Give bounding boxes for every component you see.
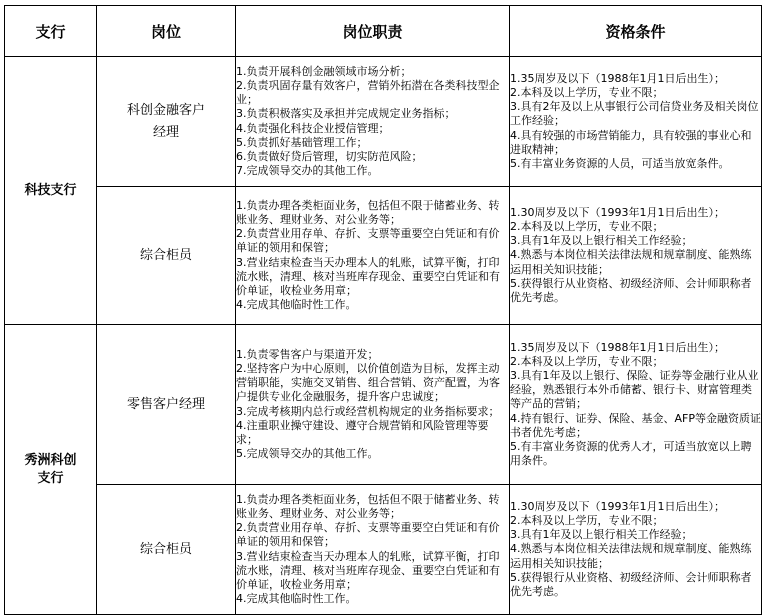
list-item: 4.熟悉与本岗位相关法律法规和规章制度、能熟练运用相关知识技能； [510, 542, 752, 570]
list-item: 3.负责积极落实及承担并完成规定业务指标； [236, 107, 456, 121]
table-row [5, 325, 762, 485]
list-item: 4.完成其他临时性工作。 [236, 298, 357, 312]
header-branch: 支行 [5, 6, 97, 57]
post-title: 零售客户经理 [126, 396, 205, 412]
branch-cell [5, 325, 97, 615]
post-title: 综合柜员 [139, 541, 192, 557]
list-item: 4.具有较强的市场营销能力，具有较强的事业心和进取精神； [510, 128, 752, 156]
list-item: 3.具有1年及以上银行相关工作经验； [510, 528, 693, 542]
post-cell [97, 325, 236, 485]
list-item: 3.完成考核期内总行或经营机构规定的业务指标要求； [236, 404, 500, 418]
table-row [5, 57, 762, 187]
list-item: 2.坚持客户为中心原则，以价值创造为目标，发挥主动营销职能，实施交叉销售、组合营销、资产配置，为客户提供专业化金融服务，提升客户忠诚度； [236, 361, 500, 404]
list-item: 6.负责做好贷后管理，切实防范风险； [236, 149, 423, 163]
list-item: 4.持有银行、证券、保险、基金、AFP等金融资质证书者优先考虑； [510, 411, 761, 439]
duties-cell [236, 187, 510, 325]
list-item: 3.营业结束检查当天办理本人的轧账，试算平衡，打印流水账，清理、核对当班库存现金、重要空白凭证和有价单证，收检业务用章； [236, 549, 500, 591]
list-item: 5.有丰富业务资源的人员，可适当放宽条件。 [510, 157, 730, 170]
list-item: 4.注重职业操守建设、遵守合规营销和风险管理等要求； [236, 418, 489, 446]
list-item: 5.获得银行从业资格、初级经济师、会计师职称者优先考虑。 [510, 276, 752, 304]
list-item: 5.完成领导交办的其他工作。 [236, 447, 379, 461]
header-requirements: 资格条件 [510, 6, 762, 57]
post-cell [97, 485, 236, 615]
list-item: 1.负责零售客户与渠道开发； [236, 347, 379, 361]
branch-name: 科技支行 [24, 182, 77, 198]
post-cell [97, 57, 236, 187]
requirements-cell [510, 485, 762, 615]
list-item: 2.负责营业用存单、存折、支票等重要空白凭证和有价单证的领用和保管； [236, 521, 500, 549]
list-item: 1.35周岁及以下（1988年1月1日后出生）； [510, 340, 725, 354]
duties-cell [236, 485, 510, 615]
list-item: 1.负责办理各类柜面业务，包括但不限于储蓄业务、转账业务、理财业务、对公业务等； [236, 492, 500, 520]
list-item: 2.本科及以上学历，专业不限； [510, 354, 664, 368]
job-table [4, 5, 762, 615]
list-item: 2.负责营业用存单、存折、支票等重要空白凭证和有价单证的领用和保管； [236, 227, 500, 255]
requirements-cell [510, 187, 762, 325]
duties-cell [236, 57, 510, 187]
list-item: 1.负责办理各类柜面业务，包括但不限于储蓄业务、转账业务、理财业务、对公业务等； [236, 198, 500, 226]
header-post: 岗位 [97, 6, 236, 57]
list-item: 2.负责巩固存量有效客户，营销外拓潜在各类科技型企业； [236, 78, 500, 107]
list-item: 1.35周岁及以下（1988年1月1日后出生）； [510, 71, 725, 85]
list-item: 2.本科及以上学历，专业不限； [510, 219, 664, 233]
header-row [5, 6, 762, 57]
post-title: 科创金融客户经理 [127, 102, 206, 140]
list-item: 2.本科及以上学历，专业不限； [510, 85, 664, 99]
list-item: 3.具有2年及以上从事银行公司信贷业务及相关岗位工作经验； [510, 100, 759, 128]
post-title: 综合柜员 [139, 247, 192, 263]
list-item: 1.负责开展科创金融领域市场分析； [236, 64, 412, 78]
table-row [5, 187, 762, 325]
list-item: 2.本科及以上学历，专业不限； [510, 513, 664, 527]
branch-name: 秀洲科创支行 [24, 452, 77, 486]
list-item: 7.完成领导交办的其他工作。 [236, 164, 379, 178]
list-item: 4.熟悉与本岗位相关法律法规和规章制度、能熟练运用相关知识技能； [510, 248, 752, 276]
list-item: 5.负责抓好基础管理工作； [236, 135, 368, 149]
list-item: 5.获得银行从业资格、初级经济师、会计师职称者优先考虑。 [510, 570, 752, 598]
list-item: 3.具有1年及以上银行、保险、证券等金融行业从业经验，熟悉银行本外币储蓄、银行卡、财富管理类等产品的营销； [510, 368, 759, 411]
post-cell [97, 187, 236, 325]
list-item: 3.具有1年及以上银行相关工作经验； [510, 234, 693, 248]
header-duties: 岗位职责 [236, 6, 510, 57]
list-item: 3.营业结束检查当天办理本人的轧账，试算平衡，打印流水账，清理、核对当班库存现金、重要空白凭证和有价单证，收检业务用章； [236, 255, 500, 297]
list-item: 4.完成其他临时性工作。 [236, 592, 357, 606]
list-item: 5.有丰富业务资源的优秀人才，可适当放宽以上聘用条件。 [510, 440, 752, 468]
requirements-cell [510, 57, 762, 187]
duties-cell [236, 325, 510, 485]
requirements-cell [510, 325, 762, 485]
branch-cell [5, 57, 97, 325]
list-item: 1.30周岁及以下（1993年1月1日后出生）； [510, 499, 725, 513]
list-item: 4.负责强化科技企业授信管理； [236, 121, 390, 135]
table-row [5, 485, 762, 615]
list-item: 1.30周岁及以下（1993年1月1日后出生）； [510, 205, 725, 219]
